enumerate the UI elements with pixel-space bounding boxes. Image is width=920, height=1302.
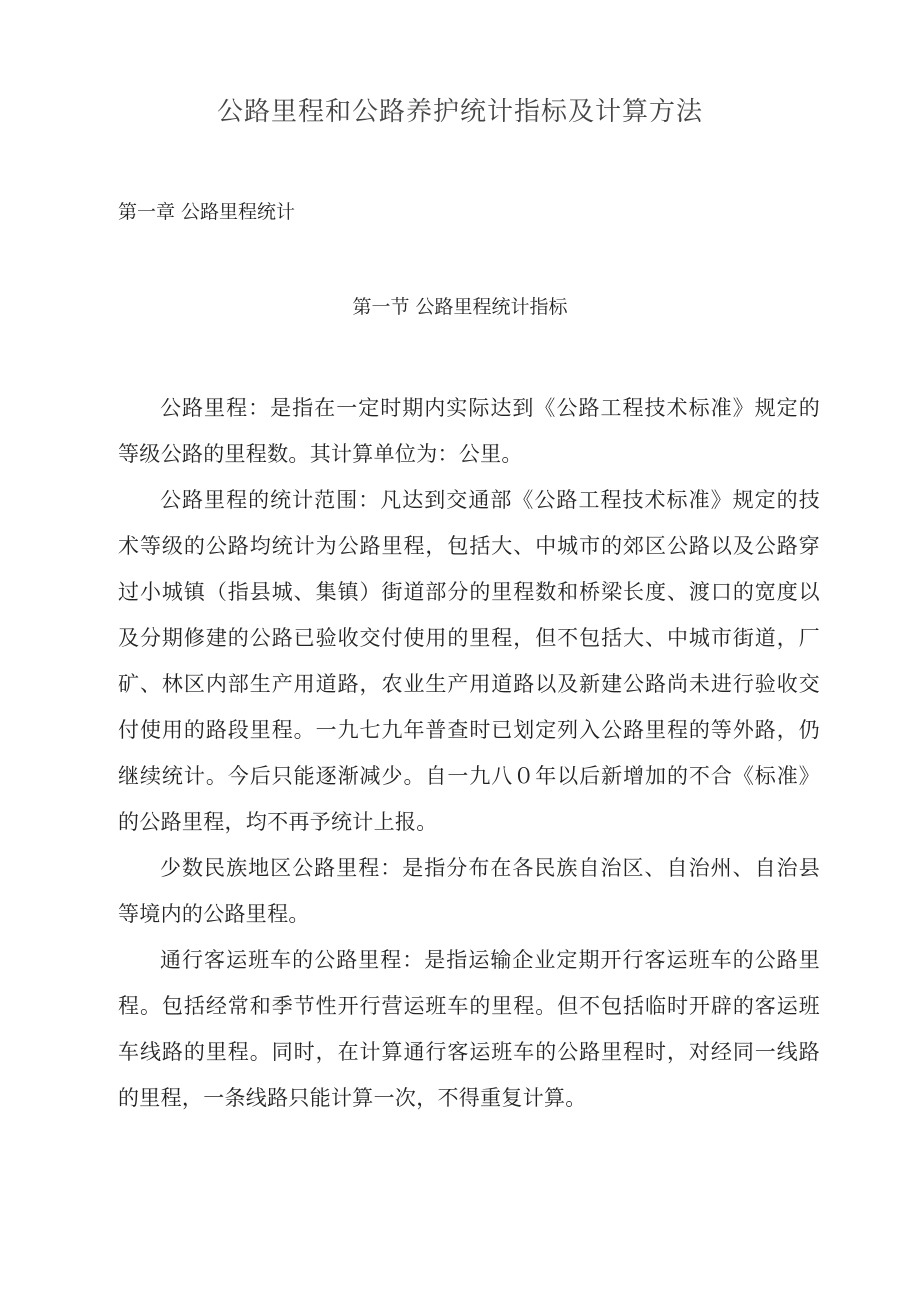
paragraph-statistical-scope: 公路里程的统计范围：凡达到交通部《公路工程技术标准》规定的技术等级的公路均统计为公路里程，包括大、中城市的郊区公路以及公路穿过小城镇（指县城、集镇）街道部分的里程数和桥梁长度、渡口的宽度以及分期修建的公路已验收交付使用的里程，但不包括大、中城市街道，厂矿、林区内部生产用道路，农业生产用道路以及新建公路尚未进行验收交付使用的路段里程。一九七九年普查时已划定列入公路里程的等外路，仍继续统计。今后只能逐渐减少。自一九八０年以后新增加的不合《标准》的公路里程，均不再予统计上报。 <box>118 488 820 834</box>
paragraph-minority-regions: 少数民族地区公路里程：是指分布在各民族自治区、自治州、自治县等境内的公路里程。 <box>118 856 820 926</box>
paragraph-bus-routes: 通行客运班车的公路里程：是指运输企业定期开行客运班车的公路里程。包括经常和季节性开行营运班车的里程。但不包括临时开辟的客运班车线路的里程。同时，在计算通行客运班车的公路里程时，对经同一线路的里程，一条线路只能计算一次，不得重复计算。 <box>118 948 820 1110</box>
document-title: 公路里程和公路养护统计指标及计算方法 <box>216 97 703 127</box>
body-text <box>118 385 820 1121</box>
paragraph-highway-mileage: 公路里程：是指在一定时期内实际达到《公路工程技术标准》规定的等级公路的里程数。其计算单位为：公里。 <box>118 396 820 466</box>
section-heading: 第一节 公路里程统计指标 <box>352 296 568 318</box>
chapter-heading: 第一章 公路里程统计 <box>118 201 296 223</box>
